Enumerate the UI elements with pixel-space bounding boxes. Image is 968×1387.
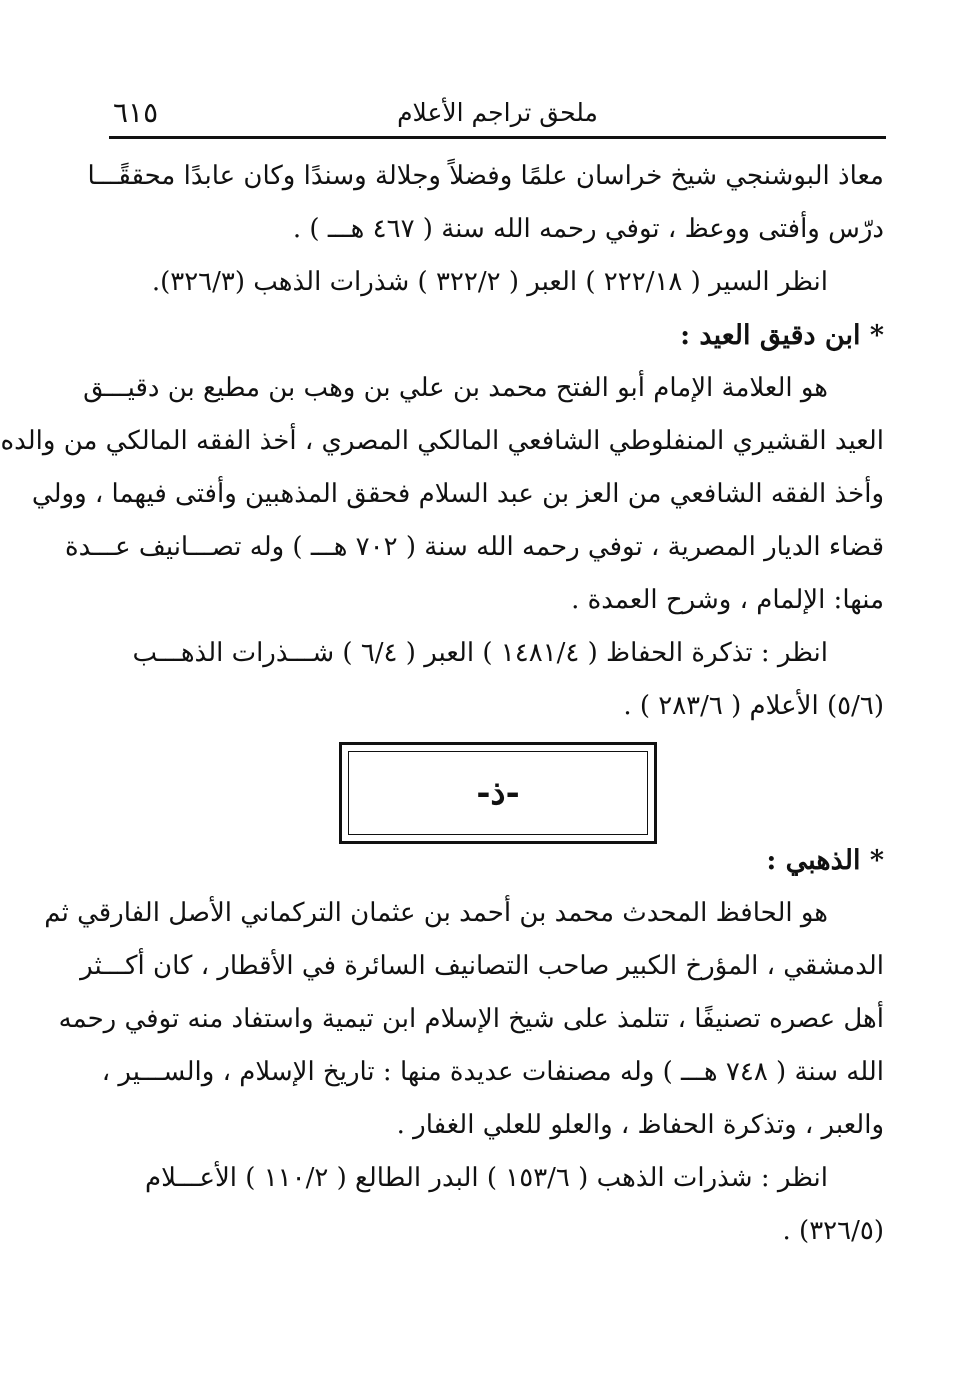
entry-heading: * ابن دقيق العيد :: [680, 320, 884, 351]
text-line: الدمشقي ، المؤرخ الكبير صاحب التصانيف السائرة في الأقطار ، كان أكـــثر: [80, 951, 884, 981]
entry-heading: * الذهبي :: [766, 845, 884, 876]
text-line: منها: الإلمام ، وشرح العمدة .: [571, 585, 884, 615]
main-text-continued: [44, 834, 884, 1258]
main-text: [0, 150, 884, 733]
page-number: ٦١٥: [113, 96, 159, 129]
running-title: ملحق تراجم الأعلام: [397, 98, 598, 127]
text-line: هو الحافظ المحدث محمد بن أحمد بن عثمان التركماني الأصل الفارقي ثم: [44, 898, 828, 928]
text-line: هو العلامة الإمام أبو الفتح محمد بن علي بن وهب بن مطيع بن دقيـــق: [83, 373, 828, 403]
text-line: الله سنة ( ٧٤٨ هـــ ) وله مصنفات عديدة منها : تاريخ الإسلام ، والســـير ،: [101, 1057, 884, 1087]
text-line: العيد القشيري المنفلوطي الشافعي المالكي المصري ، أخذ الفقه المالكي من والده: [0, 426, 884, 456]
text-line: معاذ البوشنجي شيخ خراسان علمًا وفضلاً وجلالة وسندًا وكان عابدًا محققًـــا: [87, 161, 884, 191]
reference-line: انظر : تذكرة الحفاظ ( ١٤٨١/٤ ) العبر ( ٦/٤ ) شـــذرات الذهـــب: [132, 638, 828, 668]
section-letter-box: [339, 742, 657, 844]
page-header: [109, 86, 886, 139]
reference-line: (٣٢٦/٥) .: [782, 1216, 884, 1246]
section-letter: -ذ-: [348, 751, 648, 835]
text-line: درّس وأفتى ووعظ ، توفي رحمه الله سنة ( ٤٦٧ هـــ ) .: [292, 214, 884, 244]
reference-line: (٥/٦) الأعلام ( ٢٨٣/٦ ) .: [623, 691, 884, 721]
reference-line: انظر : شذرات الذهب ( ١٥٣/٦ ) البدر الطالع ( ١١٠/٢ ) الأعـــلام: [144, 1163, 828, 1193]
text-line: أهل عصره تصنيفًا ، تتلمذ على شيخ الإسلام ابن تيمية واستفاد منه توفي رحمه: [58, 1004, 884, 1034]
text-line: والعبر ، وتذكرة الحفاظ ، والعلو للعلي الغفار .: [396, 1110, 884, 1140]
text-line: وأخذ الفقه الشافعي من العز بن عبد السلام فحقق المذهبين وأفتى فيهما ، وولي: [31, 479, 884, 509]
text-line: قضاء الديار المصرية ، توفي رحمه الله سنة ( ٧٠٢ هـــ ) وله تصـــانيف عـــدة: [65, 532, 884, 562]
reference-line: انظر السير ( ٢٢٢/١٨ ) العبر ( ٣٢٢/٢ ) شذرات الذهب (٣٢٦/٣).: [151, 267, 828, 297]
